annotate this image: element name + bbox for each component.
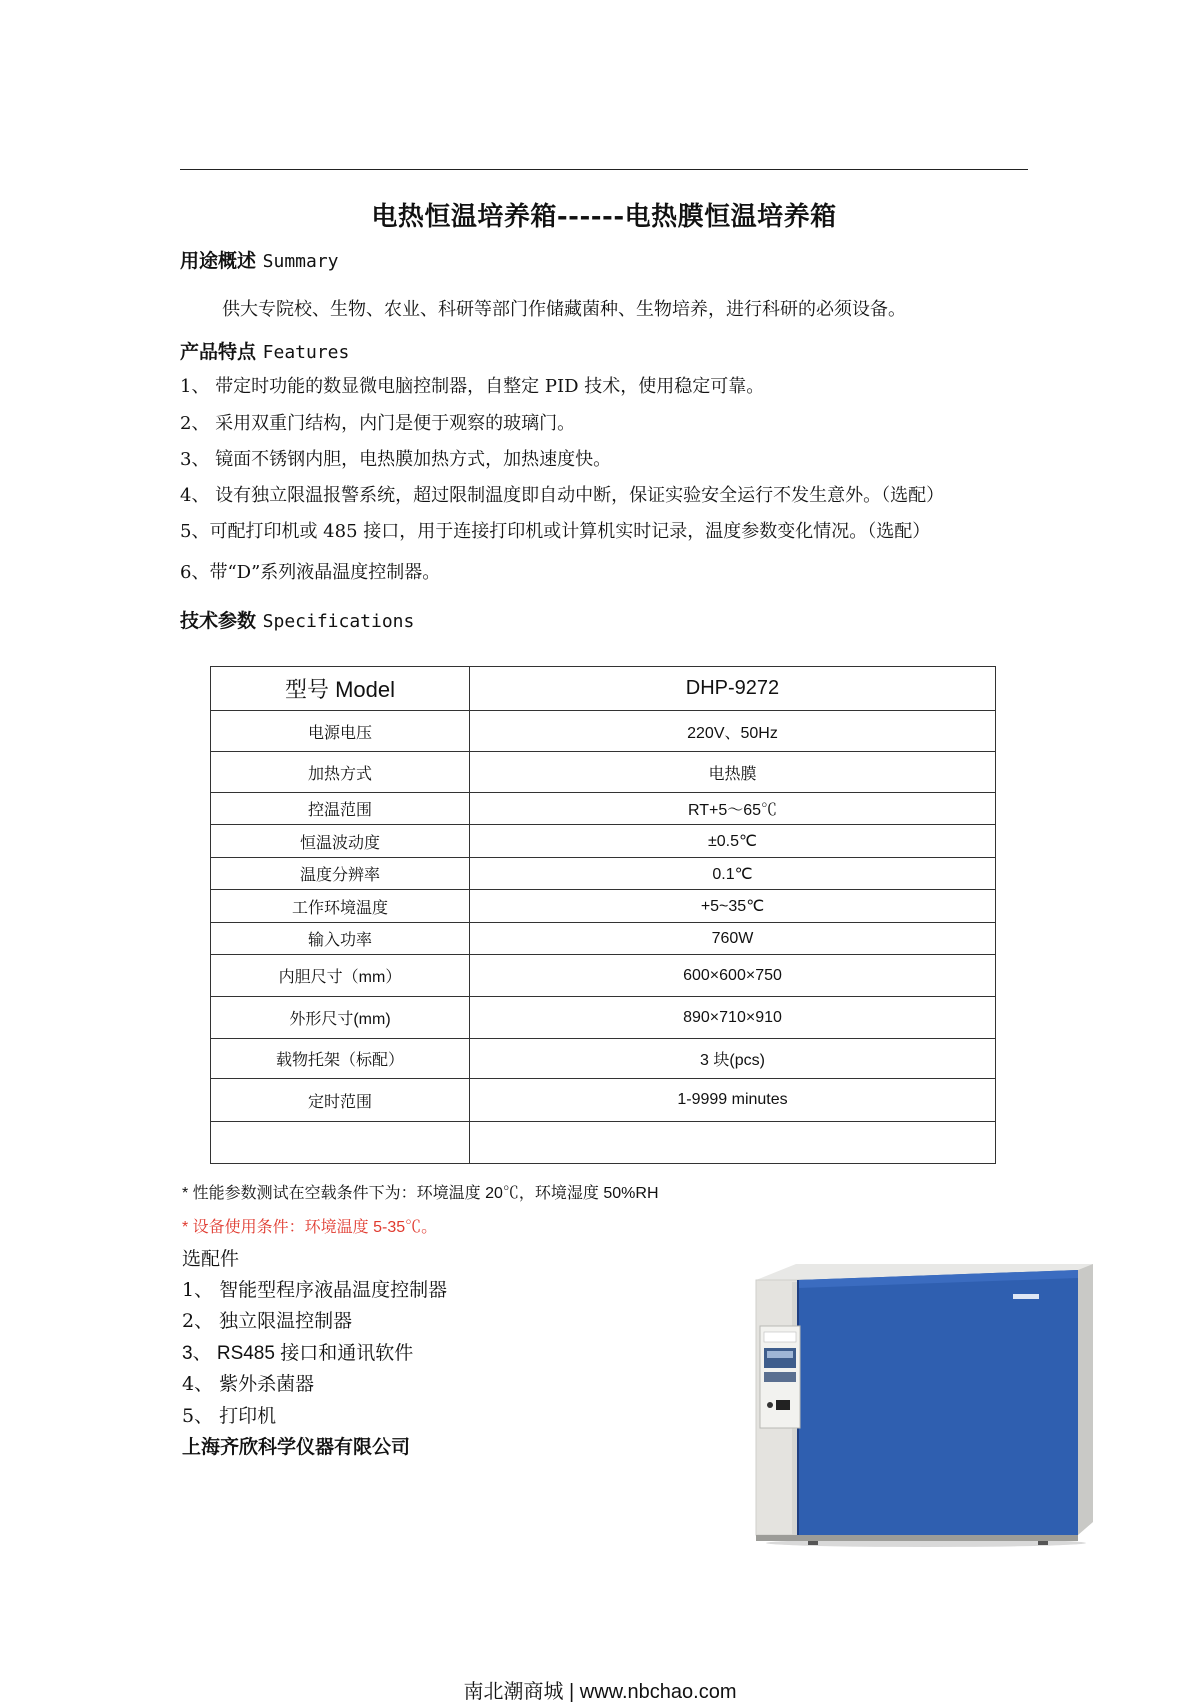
table-row — [211, 997, 996, 1039]
options-heading: 选配件 — [182, 1248, 240, 1270]
spec-label: 输入功率 — [211, 923, 470, 955]
feature-item: 2、 采用双重门结构，内门是便于观察的玻璃门。 — [180, 413, 576, 434]
model-value: DHP-9272 — [470, 667, 996, 711]
test-condition-note: * 性能参数测试在空载条件下为：环境温度 20℃，环境湿度 50%RH — [182, 1185, 659, 1202]
spec-value: 0.1℃ — [470, 858, 996, 890]
spec-value: +5~35℃ — [470, 890, 996, 923]
summary-heading-en: Summary — [262, 251, 339, 272]
summary-text: 供大专院校、生物、农业、科研等部门作储藏菌种、生物培养，进行科研的必须设备。 — [222, 299, 906, 320]
incubator-door — [798, 1270, 1078, 1535]
table-row — [211, 1122, 996, 1164]
option-item: 2、 独立限温控制器 — [182, 1310, 353, 1332]
spec-label: 控温范围 — [211, 793, 470, 825]
feature-item: 5、可配打印机或 485 接口，用于连接打印机或计算机实时记录，温度参数变化情况。（选配） — [180, 521, 931, 542]
table-header-row — [211, 667, 996, 711]
spec-value: 1-9999 minutes — [470, 1079, 996, 1122]
feature-item: 4、 设有独立限温报警系统，超过限制温度即自动中断，保证实验安全运行不发生意外。（选配） — [180, 485, 945, 506]
spec-label: 电源电压 — [211, 711, 470, 752]
option-item: 1、 智能型程序液晶温度控制器 — [182, 1279, 448, 1301]
spec-label: 温度分辨率 — [211, 858, 470, 890]
specifications-heading-en: Specifications — [262, 611, 415, 632]
spec-value: 760W — [470, 923, 996, 955]
option-item: 4、 紫外杀菌器 — [182, 1373, 315, 1395]
table-row — [211, 711, 996, 752]
spec-value: 890×710×910 — [470, 997, 996, 1039]
feature-item: 6、带“D”系列液晶温度控制器。 — [180, 562, 441, 583]
spec-label: 外形尺寸(mm) — [211, 997, 470, 1039]
spec-label: 定时范围 — [211, 1079, 470, 1122]
features-heading-cn: 产品特点 — [180, 341, 257, 363]
option-item: 5、 打印机 — [182, 1405, 277, 1427]
spec-value: 电热膜 — [470, 752, 996, 793]
spec-value: RT+5～65℃ — [470, 793, 996, 825]
spec-label: 工作环境温度 — [211, 890, 470, 923]
features-heading — [180, 337, 349, 364]
specifications-table — [210, 666, 996, 1164]
summary-heading — [180, 246, 339, 273]
table-row — [211, 1079, 996, 1122]
spec-label: 载物托架（标配） — [211, 1039, 470, 1079]
spec-label: 恒温波动度 — [211, 825, 470, 858]
specifications-heading-cn: 技术参数 — [180, 610, 257, 632]
feature-item: 3、 镜面不锈钢内胆，电热膜加热方式，加热速度快。 — [180, 449, 612, 470]
specifications-heading — [180, 606, 414, 633]
table-row — [211, 923, 996, 955]
footer-site: 南北潮商城 | www.nbchao.com — [463, 1681, 737, 1703]
spec-label: 内胆尺寸（mm） — [211, 955, 470, 997]
table-row — [211, 955, 996, 997]
spec-label: 加热方式 — [211, 752, 470, 793]
table-row — [211, 890, 996, 923]
spec-value — [470, 1122, 996, 1164]
spec-value: 220V、50Hz — [470, 711, 996, 752]
spec-value: ±0.5℃ — [470, 825, 996, 858]
company-name: 上海齐欣科学仪器有限公司 — [182, 1436, 411, 1458]
model-label: 型号 Model — [211, 667, 470, 711]
features-heading-en: Features — [262, 342, 350, 363]
header-rule — [180, 169, 1028, 170]
usage-condition-note: * 设备使用条件：环境温度 5-35℃。 — [182, 1219, 438, 1236]
spec-value: 3 块(pcs) — [470, 1039, 996, 1079]
feature-item: 1、 带定时功能的数显微电脑控制器，自整定 PID 技术，使用稳定可靠。 — [180, 376, 765, 397]
option-item: 3、 RS485 接口和通讯软件 — [182, 1343, 414, 1364]
summary-heading-cn: 用途概述 — [180, 250, 257, 272]
table-row — [211, 793, 996, 825]
table-row — [211, 1039, 996, 1079]
page-title: 电热恒温培养箱------电热膜恒温培养箱 — [371, 202, 837, 232]
table-row — [211, 858, 996, 890]
spec-label — [211, 1122, 470, 1164]
table-row — [211, 752, 996, 793]
table-row — [211, 825, 996, 858]
incubator-image — [748, 1260, 1098, 1550]
spec-value: 600×600×750 — [470, 955, 996, 997]
